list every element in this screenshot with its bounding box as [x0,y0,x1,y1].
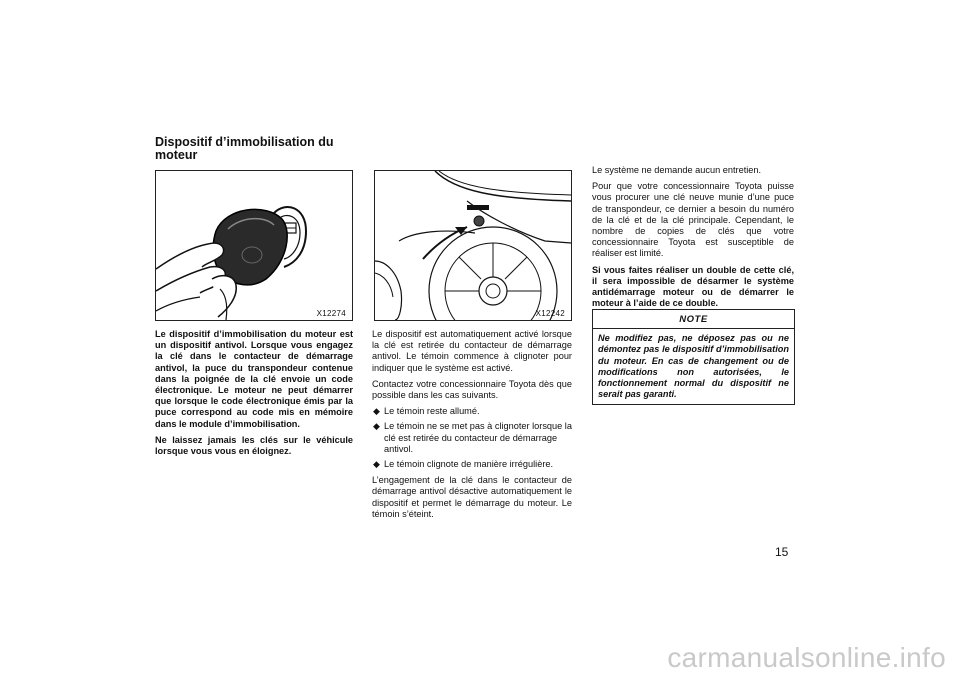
bullet-list [372,406,572,470]
figure-code: X12274 [316,309,346,318]
paragraph: Contactez votre concessionnaire Toyota dès que possible dans les cas suivants. [372,378,572,401]
column-middle [372,329,572,525]
page-number: 15 [775,545,789,559]
paragraph: Le dispositif est automatiquement activé lorsque la clé est retirée du contacteur de démarrage antivol. Le témoin commence à clignoter pour indiquer que le système est activé. [372,329,572,373]
list-item: ◆ Le témoin clignote de manière irrégulière. [372,459,572,470]
figure-dashboard-indicator [374,170,572,321]
figure-code: X12242 [535,309,565,318]
paragraph: Le dispositif d’immobilisation du moteur est un dispositif antivol. Lorsque vous engagez la clé dans le contacteur de démarrage antivol, la puce du transpondeur contenue dans la poignée de la clé envoie un code électronique. Le moteur ne peut démarrer que lorsque le code électronique émis par la puce correspond au code mis en mémoire dans le module d’immobilisation. [155,329,353,429]
paragraph: Si vous faites réaliser un double de cette clé, il sera impossible de désarmer le système antidémarrage moteur ou de démarrer le moteur à l’aide de ce double. [592,264,794,309]
paragraph: Le système ne demande aucun entretien. [592,165,762,175]
paragraph: Ne laissez jamais les clés sur le véhicule lorsque vous vous en éloignez. [155,434,353,457]
list-item: ◆ Le témoin ne se met pas à clignoter lorsque la clé est retirée du contacteur de démarrage antivol. [372,421,572,455]
key-ignition-illustration-icon [156,171,352,320]
section-title: Dispositif d’immobilisation du moteur [155,135,334,162]
paragraph: Pour que votre concessionnaire Toyota puisse vous procurer une clé neuve munie d’une puce de transpondeur, ce dernier a besoin du numéro de la clé et de la clé principale. Cependant, le nombre de copies de clés que votre concessionnaire Toyota est susceptible de réaliser est limité. [592,181,794,259]
column-right [592,165,794,314]
watermark: carmanualsonline.info [667,642,946,673]
note-title: NOTE [593,310,794,329]
note-box [592,309,795,405]
note-text: Ne modifiez pas, ne déposez pas ou ne démontez pas le dispositif d’immobilisation du moteur. En cas de changement ou de modifications non autorisées, le fonctionnement normal du dispositif ne serait pas garanti. [598,333,789,400]
paragraph: L’engagement de la clé dans le contacteur de démarrage antivol désactive automatiquement le dispositif et permet le démarrage du moteur. Le témoin s’éteint. [372,475,572,519]
dashboard-indicator-illustration-icon [375,171,571,320]
figure-key-ignition [155,170,353,321]
list-item: ◆ Le témoin reste allumé. [372,406,572,417]
column-left [155,329,353,462]
